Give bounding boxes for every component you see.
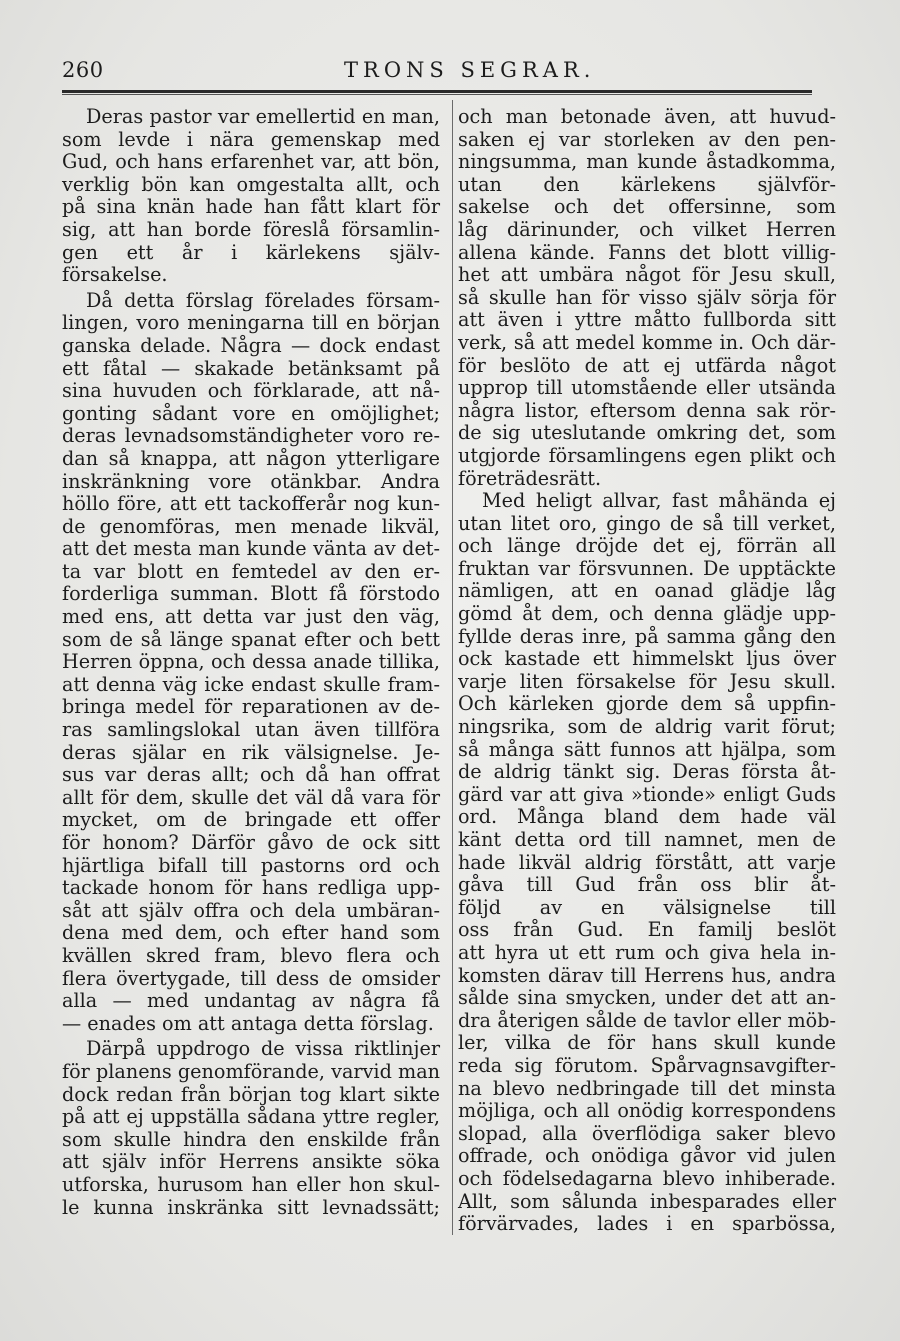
text-line: flera övertygade, till dess de omsider xyxy=(62,966,440,990)
text-line: för honom? Därför gåvo de ock sitt xyxy=(62,831,440,854)
header-rule-thin xyxy=(62,94,812,95)
text-line: ler, vilka de för hans skull kunde xyxy=(458,1031,836,1055)
text-line: möjliga, och all onödig korrespondens xyxy=(458,1099,836,1123)
text-line: att hyra ut ett rum och giva hela in- xyxy=(458,940,836,964)
text-line: sakelse och det offersinne, som xyxy=(458,195,836,219)
text-line: Med heligt allvar, fast måhända ej xyxy=(482,489,836,513)
text-line: gen ett år i kärlekens själv- xyxy=(62,240,440,264)
text-line: dock redan från början tog klart sikte xyxy=(62,1082,440,1106)
text-line: het att umbära något för Jesu skull, xyxy=(458,263,836,287)
text-line: sig, att han borde föreslå församlin- xyxy=(62,217,440,241)
text-line: le kunna inskränka sitt levnadssätt; xyxy=(62,1195,440,1219)
text-line: ningsrika, som de aldrig varit förut; xyxy=(458,715,836,739)
text-line: hade likväl aldrig förstått, att varje xyxy=(458,850,836,874)
page-number: 260 xyxy=(62,58,104,82)
text-line: sus var deras allt; och då han offrat xyxy=(62,763,440,787)
text-line: allt för dem, skulle det väl då vara för xyxy=(62,785,440,809)
text-line: offrade, och onödiga gåvor vid julen xyxy=(458,1144,836,1168)
text-line: fruktan var försvunnen. De upptäckte xyxy=(458,556,836,580)
text-line: varje liten försakelse för Jesu skull. xyxy=(458,669,836,693)
text-line: komsten därav till Herrens hus, andra xyxy=(458,963,836,987)
text-line: de aldrig tänkt sig. Deras första åt- xyxy=(458,760,836,784)
text-line: bringa medel för reparationen av de- xyxy=(62,695,440,719)
text-line: sina huvuden och förklarade, att nå- xyxy=(62,379,440,403)
text-line: dena med dem, och efter hand som xyxy=(62,921,440,945)
text-line: Därpå uppdrogo de vissa riktlinjer xyxy=(86,1037,440,1061)
text-line: känt detta ord till namnet, men de xyxy=(458,828,836,851)
text-line: Allt, som sålunda inbesparades eller xyxy=(458,1189,836,1213)
text-line: förvärvades, lades i en sparbössa, xyxy=(458,1212,836,1236)
text-line: på att ej uppställa sådana yttre regler, xyxy=(62,1105,440,1129)
text-line: ganska delade. Några — dock endast xyxy=(62,333,440,357)
text-line: Gud, och hans erfarenhet var, att bön, xyxy=(62,150,440,174)
text-line: alla — med undantag av några få xyxy=(62,989,440,1013)
text-line: att själv inför Herrens ansikte söka xyxy=(62,1150,440,1174)
column-divider xyxy=(452,100,453,1235)
text-line: upprop till utomstående eller utsända xyxy=(458,376,836,400)
text-line: och man betonade även, att huvud- xyxy=(458,105,836,128)
text-line: gåva till Gud från oss blir åt- xyxy=(458,873,836,897)
text-line: utan den kärlekens självför- xyxy=(458,172,836,196)
text-line: höllo före, att ett tackofferår nog kun- xyxy=(62,492,440,516)
text-line: för planens genomförande, varvid man xyxy=(62,1059,440,1083)
text-line: kvällen skred fram, blevo flera och xyxy=(62,943,440,967)
text-line: inskränkning vore otänkbar. Andra xyxy=(62,469,440,493)
text-line: dan så knappa, att någon ytterligare xyxy=(62,446,440,470)
text-line: och länge dröjde det ej, förrän all xyxy=(458,534,836,558)
text-line: följd av en välsignelse till xyxy=(458,895,836,919)
text-line: ord. Många bland dem hade väl xyxy=(458,805,836,829)
text-line: fyllde deras inre, på samma gång den xyxy=(458,624,836,648)
text-line: gonting sådant vore en omöjlighet; xyxy=(62,401,440,425)
text-line: som de så länge spanat efter och bett xyxy=(62,627,440,651)
left-column xyxy=(62,106,440,1219)
text-line: att även i yttre måtto fullborda sitt xyxy=(458,308,836,332)
text-line: försakelse. xyxy=(62,263,168,287)
text-line: — enades om att antaga detta förslag. xyxy=(62,1011,434,1035)
text-line: forderliga summan. Blott få förstodo xyxy=(62,582,440,606)
text-line: oss från Gud. En familj beslöt xyxy=(458,918,836,942)
text-line: att denna väg icke endast skulle fram- xyxy=(62,672,440,696)
text-line: nämligen, att en oanad glädje låg xyxy=(458,579,836,603)
text-line: för beslöto de att ej utfärda något xyxy=(458,353,836,377)
text-line: som skulle hindra den enskilde från xyxy=(62,1127,440,1151)
text-line: reda sig förutom. Spårvagnsavgifter- xyxy=(458,1053,836,1077)
text-line: ta var blott en femtedel av den er- xyxy=(62,559,440,583)
text-line: som levde i nära gemenskap med xyxy=(62,127,440,151)
text-line: saken ej var storleken av den pen- xyxy=(458,127,836,151)
text-line: sålde sina smycken, under det att an- xyxy=(458,986,836,1010)
text-line: företrädesrätt. xyxy=(458,466,602,490)
text-line: slopad, alla överflödiga saker blevo xyxy=(458,1121,836,1145)
text-line: verk, så att medel komme in. Och där- xyxy=(458,330,836,354)
text-line: låg därinunder, och vilket Herren xyxy=(458,217,836,241)
text-line: på sina knän hade han fått klart för xyxy=(62,195,440,219)
text-line: ett fåtal — skakade betänksamt på xyxy=(62,356,440,380)
running-title: TRONS SEGRAR. xyxy=(344,58,596,82)
text-line: några listor, eftersom denna sak rör- xyxy=(458,398,836,422)
text-line: Och kärleken gjorde dem så uppfin- xyxy=(458,692,836,716)
text-line: gärd var att giva »tionde» enligt Guds xyxy=(458,782,836,806)
text-line: Deras pastor var emellertid en man, xyxy=(86,105,440,128)
text-line: ras samlingslokal utan även tillföra xyxy=(62,718,440,742)
text-line: att det mesta man kunde vänta av det- xyxy=(62,537,440,561)
text-line: såt att själv offra och dela umbäran- xyxy=(62,898,440,922)
text-line: och födelsedagarna blevo inhiberade. xyxy=(458,1166,836,1190)
text-line: utan litet oro, gingo de så till verket, xyxy=(458,511,836,535)
text-line: ock kastade ett himmelskt ljus över xyxy=(458,647,836,671)
text-line: Då detta förslag förelades försam- xyxy=(86,288,440,312)
text-line: utforska, hurusom han eller hon skul- xyxy=(62,1172,440,1196)
text-line: deras levnadsomständigheter voro re- xyxy=(62,424,440,448)
text-line: så många sätt funnos att hjälpa, som xyxy=(458,737,836,761)
text-line: lingen, voro meningarna till en början xyxy=(62,311,440,335)
header-rule xyxy=(62,90,812,93)
text-line: deras själar en rik välsignelse. Je- xyxy=(62,740,440,764)
page-header xyxy=(62,58,822,88)
text-line: gömd åt dem, och denna glädje upp- xyxy=(458,602,836,626)
text-line: allena kände. Fanns det blott villig- xyxy=(458,240,836,264)
right-column xyxy=(458,106,836,1236)
text-line: Herren öppna, och dessa anade tillika, xyxy=(62,650,440,674)
text-line: de sig uteslutande omkring det, som xyxy=(458,421,836,445)
text-line: med ens, att detta var just den väg, xyxy=(62,605,440,629)
text-line: de genomföras, men menade likväl, xyxy=(62,514,440,538)
text-line: dra återigen sålde de tavlor eller möb- xyxy=(458,1008,836,1032)
text-line: verklig bön kan omgestalta allt, och xyxy=(62,172,440,196)
text-line: utgjorde församlingens egen plikt och xyxy=(458,443,836,467)
text-line: hjärtliga bifall till pastorns ord och xyxy=(62,853,440,877)
text-line: ningsumma, man kunde åstadkomma, xyxy=(458,150,836,174)
text-line: na blevo nedbringade till det minsta xyxy=(458,1076,836,1100)
text-line: mycket, om de bringade ett offer xyxy=(62,808,440,832)
text-line: så skulle han för visso själv sörja för xyxy=(458,285,836,309)
text-line: tackade honom för hans redliga upp- xyxy=(62,876,440,900)
